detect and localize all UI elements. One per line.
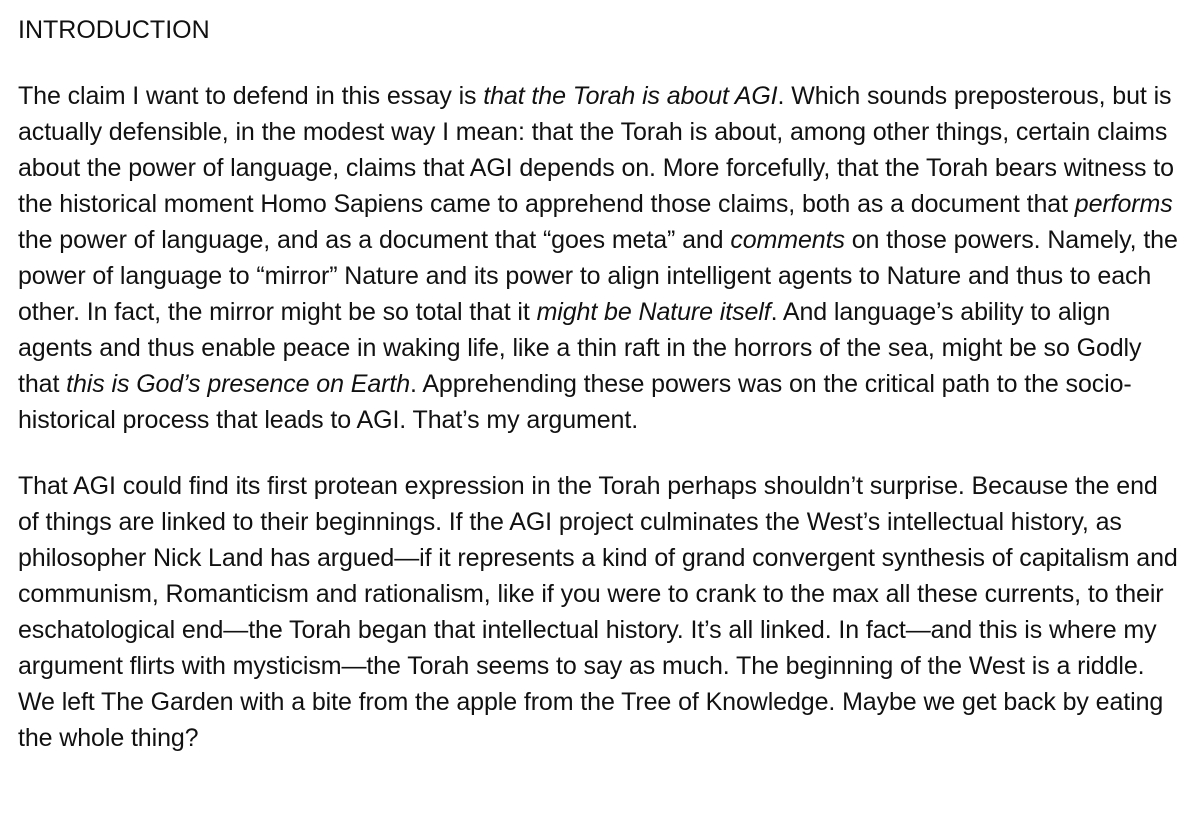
text-run: The claim I want to defend in this essay is <box>18 82 484 110</box>
italic-text: might be Nature itself <box>536 298 771 326</box>
section-heading: INTRODUCTION <box>18 16 210 44</box>
text-run: That AGI could find its first protean expression in the Torah perhaps shouldn’t surprise. Because the end of things are linked to their beginnings. If the AGI project culminates the West’s intellectual history, as philosopher Nick Land has argued—if it represents a kind of grand convergent synthesis of capitalism and communism, Romanticism and rationalism, like if you were to crank to the max all these currents, to their eschatological end—the Torah began that intellectual history. It’s all linked. In fact—and this is where my argument flirts with mysticism—the Torah seems to say as much. The beginning of the West is a riddle. We left The Garden with a bite from the apple from the Tree of Knowledge. Maybe we get back by eating the whole thing? <box>18 472 1178 752</box>
italic-text: this is God’s presence on Earth <box>66 370 411 398</box>
text-run: . And language’s ability to align agents and thus enable peace in waking life, like a thin raft in the horrors of the sea, might be so Godly that <box>18 298 1142 398</box>
italic-text: that the Torah is about AGI <box>483 82 778 110</box>
paragraph <box>18 78 1182 438</box>
italic-text: comments <box>730 226 845 254</box>
italic-text: performs <box>1074 190 1173 218</box>
document-body <box>18 78 1182 756</box>
text-run: the power of language, and as a document that “goes meta” and <box>18 226 731 254</box>
paragraph <box>18 468 1182 756</box>
text-run: . Which sounds preposterous, but is actually defensible, in the modest way I mean: that the Torah is about, among other things, certain claims about the power of language, claims that AGI depends on. More forcefully, that the Torah bears witness to the historical moment Homo Sapiens came to apprehend those claims, both as a document that <box>18 82 1174 218</box>
text-run: on those powers. Namely, the power of language to “mirror” Nature and its power to align intelligent agents to Nature and thus to each other. In fact, the mirror might be so total that it <box>18 226 1178 326</box>
text-run: . Apprehending these powers was on the critical path to the socio-historical process that leads to AGI. That’s my argument. <box>18 370 1132 434</box>
